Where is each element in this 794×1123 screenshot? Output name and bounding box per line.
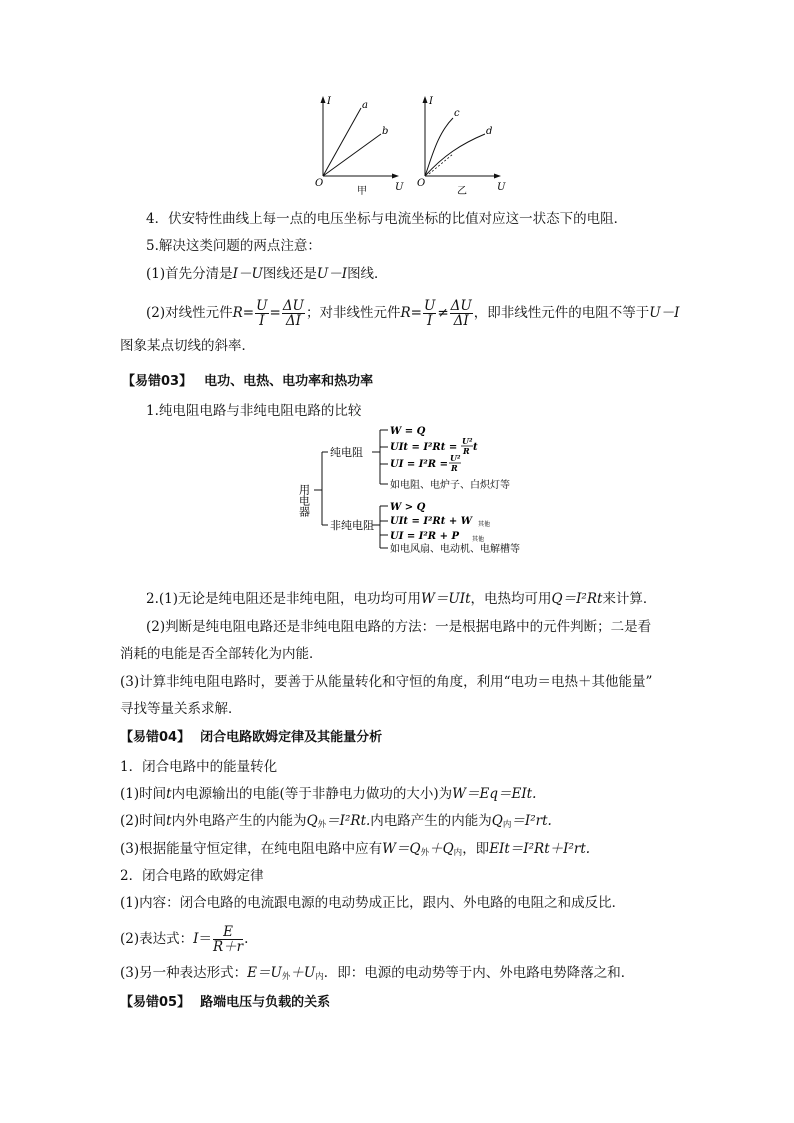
root-label: 用电器 [297, 484, 311, 517]
ohm-point-3 [120, 964, 634, 986]
graph-jia-caption: 甲 [357, 186, 367, 197]
formula: I－U [232, 266, 263, 282]
formula: W＝Eq＝EIt. [452, 786, 537, 802]
point-2-3: (3)计算非纯电阻电路时，要善于从能量转化和守恒的角度，利用“电功＝电热＋其他能量” [120, 674, 653, 690]
text: ；对非线性元件 [305, 305, 401, 321]
section-title: 电功、电热、电功率和热功率 [204, 374, 374, 389]
nonpure-item-2: UIt = I²Rt + W [390, 516, 472, 527]
text: (1)时间 [120, 786, 167, 802]
formula: W＝Q [382, 841, 421, 857]
text: 2.(1)无论是纯电阻还是非纯电阻，电功均可用 [146, 591, 422, 607]
formula: E＝U [247, 965, 282, 981]
subscript: 内 [453, 848, 463, 858]
subscript: 外 [317, 820, 327, 830]
text: ，电热均可用 [470, 591, 552, 607]
ohm-heading: 2．闭合电路的欧姆定律 [120, 868, 264, 884]
energy-heading: 1．闭合电路中的能量转化 [120, 759, 278, 775]
numerator: ΔU [282, 298, 304, 314]
energy-point-1 [120, 785, 536, 803]
circuit-comparison-diagram [292, 424, 528, 558]
fraction-du-over-di [450, 299, 473, 328]
graph-yi-x-arrow [494, 174, 501, 179]
section-title: 路端电压与负载的关系 [200, 995, 331, 1010]
graph-jia-line-a [323, 108, 361, 176]
denominator: R＋r [212, 939, 244, 955]
denominator: I [426, 313, 433, 329]
subscript: 内 [502, 820, 512, 830]
graph-yi-caption: 乙 [457, 186, 467, 197]
numerator: U [423, 298, 436, 314]
fraction-u-over-i [423, 299, 436, 328]
section-heading-05 [120, 994, 330, 1012]
graph-jia [315, 96, 404, 197]
subscript: 内 [315, 972, 324, 982]
graph-jia-x-label: U [395, 182, 404, 193]
text: (3)根据能量守恒定律，在纯电阻电路中应有 [120, 841, 383, 857]
point-5-2-continued: 图象某点切线的斜率． [120, 338, 255, 354]
ohm-point-2 [120, 922, 248, 956]
pure-frac-1-num: U² [462, 436, 473, 446]
var-r: R [400, 305, 411, 321]
denominator: I [259, 313, 265, 329]
var-q: Q [306, 813, 318, 829]
pure-frac-2-num: U² [450, 453, 461, 463]
graph-yi-curve-d [425, 134, 485, 176]
point-5: 5.解决这类问题的两点注意： [146, 238, 321, 254]
pure-item-3: UI = I²R = [390, 459, 448, 470]
graph-yi-label-c: c [454, 108, 460, 119]
point-2-3-continued: 寻找等量关系求解． [120, 701, 242, 717]
point-5-1 [146, 265, 388, 283]
numerator: E [213, 925, 243, 940]
denominator: ΔI [285, 313, 301, 329]
var-r: R [232, 305, 243, 321]
text: 内电路产生的内能为 [370, 813, 492, 829]
iu-graphs [305, 90, 515, 198]
fraction-e-over-r [213, 925, 243, 954]
graph-yi-label-d: d [486, 126, 493, 137]
comparison-title: 1.纯电阻电路与非纯电阻电路的比较 [146, 403, 362, 419]
graph-yi [417, 96, 506, 197]
pure-item-4: 如电阻、电炉子、白炽灯等 [390, 480, 510, 491]
graph-jia-label-a: a [362, 100, 368, 111]
text: 内电源输出的电能(等于非静电力做功的大小)为 [171, 786, 453, 802]
text: (3)另一种表达形式： [120, 965, 248, 981]
formula: ＝I²rt. [511, 813, 552, 829]
text: 图线还是 [262, 266, 317, 282]
text: (2)表达式： [120, 931, 194, 947]
section-heading-04 [120, 729, 382, 747]
equals: = [410, 305, 422, 321]
equals: = [242, 305, 255, 321]
graph-jia-y-label: I [327, 96, 331, 107]
point-4: 4．伏安特性曲线上每一点的电压坐标与电流坐标的比值对应这一状态下的电阻． [146, 211, 628, 227]
nonpure-item-2-sub: 其他 [478, 521, 491, 528]
text: ，即非线性元件的电阻不等于 [473, 305, 650, 321]
section-title: 闭合电路欧姆定律及其能量分析 [200, 730, 383, 745]
point-5-2 [146, 296, 680, 330]
graph-jia-label-b: b [382, 126, 389, 137]
graph-yi-curve-c [425, 118, 453, 176]
var-q: Q [491, 813, 503, 829]
graph-yi-tangent [429, 154, 453, 174]
formula: Q＝I²Rt [551, 591, 603, 607]
equals: ＝ [198, 931, 212, 947]
graph-yi-y-label: I [429, 96, 433, 107]
nonpure-item-1: W > Q [390, 502, 426, 513]
graph-jia-x-arrow [392, 174, 399, 179]
numerator: ΔU [450, 298, 472, 314]
formula: ＋Q [429, 841, 454, 857]
section-tag: 【易错04】 [120, 730, 191, 745]
graph-jia-y-arrow [321, 96, 326, 103]
text: (2)时间 [120, 813, 167, 829]
pure-frac-2-den: R [451, 463, 458, 473]
fraction-u-over-i [255, 299, 268, 328]
equals: = [269, 305, 281, 321]
nonpure-item-3: UI = I²R + P [390, 531, 459, 542]
text: (2)对线性元件 [146, 305, 233, 321]
point-2-1 [146, 590, 656, 608]
text: ．即：电源的电动势等于内、外电路电势降落之和． [323, 965, 635, 981]
formula: ＋U [290, 965, 316, 981]
graph-yi-x-label: U [497, 182, 506, 193]
formula: ＝I²Rt. [326, 813, 371, 829]
point-2-2: (2)判断是纯电阻电路还是非纯电阻电路的方法：一是根据电路中的元件判断；二是看 [146, 619, 652, 635]
subscript: 外 [281, 972, 291, 982]
text: 内外电路产生的内能为 [171, 813, 307, 829]
pure-item-1: W = Q [390, 426, 426, 437]
fraction-du-over-di [282, 299, 305, 328]
section-tag: 【易错05】 [120, 995, 191, 1010]
denominator: ΔI [453, 313, 469, 329]
formula: U－I [649, 305, 680, 321]
point-2-2-continued: 消耗的电能是否全部转化为内能． [120, 646, 323, 662]
nonpure-item-4: 如电风扇、电动机、电解槽等 [390, 544, 520, 555]
section-heading-03 [122, 373, 373, 391]
graph-yi-y-arrow [423, 96, 428, 103]
var-t: t [166, 813, 172, 829]
numerator: U [256, 298, 268, 314]
formula: W＝UIt [421, 591, 471, 607]
pure-item-2: UIt = I²Rt = [390, 442, 458, 453]
branch-nonpure: 非纯电阻 [330, 519, 374, 532]
subscript: 外 [420, 848, 430, 858]
ohm-point-1: (1)内容：闭合电路的电流跟电源的电动势成正比，跟内、外电路的电阻之和成反比． [120, 895, 626, 911]
formula: U－I [316, 266, 348, 282]
text: 图线． [347, 266, 388, 282]
not-equal: ≠ [437, 305, 449, 321]
energy-point-3 [120, 840, 590, 862]
text: 来计算． [602, 591, 657, 607]
branch-pure: 纯电阻 [330, 446, 363, 459]
text: ，即 [462, 841, 490, 857]
graph-jia-line-b [323, 134, 381, 176]
text: (1)首先分清是 [146, 266, 233, 282]
pure-frac-1-den: R [463, 446, 470, 456]
var-t: t [166, 786, 172, 802]
nonpure-item-3-sub: 其他 [472, 536, 485, 543]
section-tag: 【易错03】 [122, 374, 193, 389]
graph-yi-origin: O [417, 178, 426, 189]
formula: EIt＝I²Rt＋I²rt. [489, 841, 591, 857]
energy-point-2 [120, 812, 552, 834]
graph-jia-origin: O [315, 178, 324, 189]
pure-frac-1-t: t [473, 442, 478, 453]
text: . [244, 931, 249, 947]
var-i: I [193, 931, 199, 947]
